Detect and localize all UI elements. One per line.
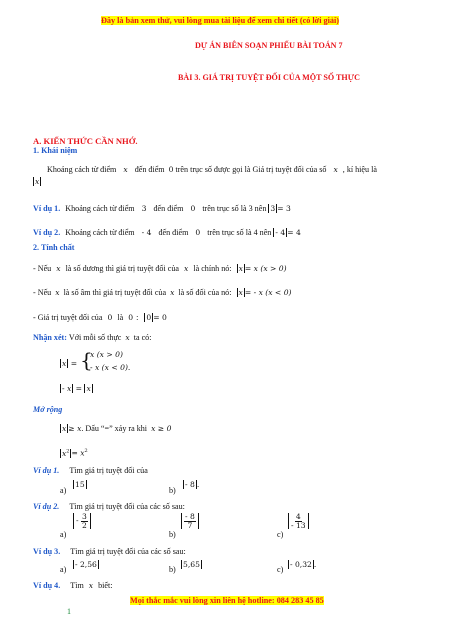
exercise-3-line: Ví dụ 3. Tìm giá trị tuyệt đối của các số sau:	[33, 547, 186, 556]
exercise-1-value-a: 15	[75, 480, 85, 489]
project-title: DỰ ÁN BIÊN SOẠN PHIẾU BÀI TOÁN 7	[195, 41, 343, 50]
exercise-2-line: Ví dụ 2. Tìm giá trị tuyệt đối của các số sau:	[33, 502, 185, 511]
concept-line: Khoảng cách từ điểm x đến điểm 0 trên trục số được gọi là Giá trị tuyệt đối của số x , kí hiệu là	[47, 165, 377, 174]
extension-square: $x^2 = x^2$	[62, 448, 88, 458]
abs-x-symbol: x	[35, 177, 40, 186]
exercise-3-value-c: - 0,32 .	[290, 560, 317, 569]
extension-inequality: x ≥ x. Dấu “=” xảy ra khi x ≥ 0	[62, 424, 172, 433]
property-zero: - Giá trị tuyệt đối của 0 là 0 : 0 = 0	[33, 313, 167, 322]
exercise-3-value-b: 5,65	[183, 560, 200, 569]
exercise-1-value-b: - 8 .	[185, 480, 200, 489]
exercise-2-option-c: c)	[277, 530, 284, 539]
exercise-2-value-a: - $\frac{3}{2}$	[73, 513, 91, 529]
footer-hotline: Mọi thắc mắc vui lòng xin liên hệ hotline: 084 283 45 85	[130, 596, 324, 605]
section-a-heading: A. KIẾN THỨC CẦN NHỚ.	[33, 136, 138, 146]
exercise-2-value-c: $\frac{4}{- 13}$	[288, 513, 309, 529]
exercise-2-value-b: $\frac{- 8}{7}$	[181, 513, 199, 529]
concept-heading: 1. Khái niệm	[33, 146, 78, 155]
exercise-1-option-a: a)	[60, 486, 67, 495]
exercise-3-option-c: c)	[277, 565, 284, 574]
lesson-title: BÀI 3. GIÁ TRỊ TUYỆT ĐỐI CỦA MỘT SỐ THỰC	[178, 73, 361, 82]
abs-neg-x-equality: - x = x	[62, 384, 91, 393]
properties-heading: 2. Tính chất	[33, 243, 75, 252]
exercise-1-option-b: b)	[169, 486, 176, 495]
exercise-2-option-a: a)	[60, 530, 67, 539]
exercise-4-line: Ví dụ 4. Tìm x biết:	[33, 581, 113, 590]
exercise-2-option-b: b)	[169, 530, 176, 539]
page-number: 1	[67, 607, 71, 616]
property-positive: - Nếu x là số dương thì giá trị tuyệt đối của x là chính nó: x = x (x > 0)	[33, 264, 287, 273]
extension-heading: Mở rộng	[33, 405, 63, 414]
exercise-3-option-b: b)	[169, 565, 176, 574]
example-2-line: Ví dụ 2. Khoảng cách từ điểm - 4 đến điểm 0 trên trục số là 4 nên - 4 = 4	[33, 228, 301, 237]
remark-line: Nhận xét: Với mỗi số thực x ta có:	[33, 333, 152, 342]
example-1-line: Ví dụ 1. Khoảng cách từ điểm 3 đến điểm 0 trên trục số là 3 nên 3 = 3	[33, 204, 291, 213]
preview-banner: Đây là bản xem thử, vui lòng mua tài liệu để xem chi tiết (có lời giải)	[101, 16, 340, 25]
exercise-3-option-a: a)	[60, 565, 67, 574]
exercise-1-line: Ví dụ 1. Tìm giá trị tuyệt đối của	[33, 466, 148, 475]
property-negative: - Nếu x là số âm thì giá trị tuyệt đối của x là số đối của nó: x = - x (x < 0)	[33, 288, 292, 297]
exercise-3-value-a: - 2,56	[75, 560, 97, 569]
